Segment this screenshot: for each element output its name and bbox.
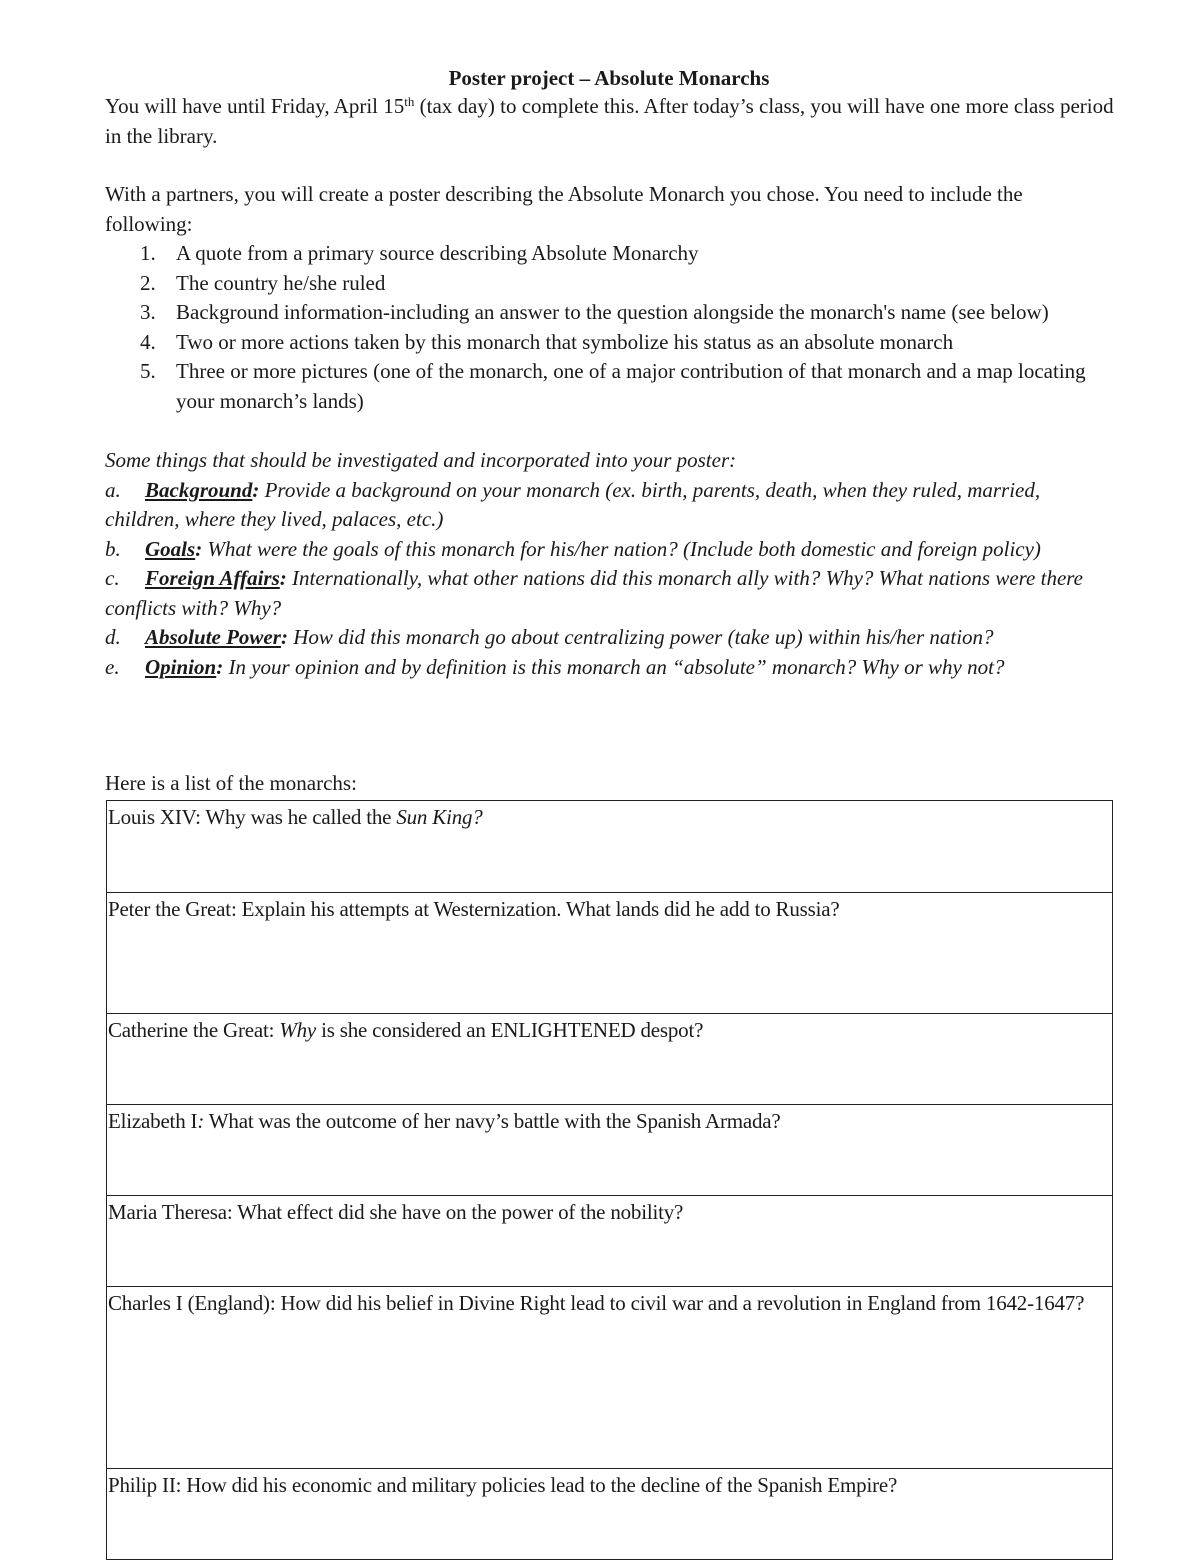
monarch-question-emphasis: Sun King? xyxy=(396,805,483,829)
item-term: Foreign Affairs xyxy=(145,566,280,590)
table-row xyxy=(107,1014,1113,1105)
intro-paragraph xyxy=(105,92,1115,151)
monarch-cell xyxy=(107,1287,1113,1469)
assignment-paragraph: With a partners, you will create a poster describing the Absolute Monarch you chose. You need to include the following: xyxy=(105,182,1023,236)
investigation-item xyxy=(105,535,1115,565)
investigation-item xyxy=(105,623,1115,653)
requirement-item xyxy=(105,357,1115,416)
monarch-name: Elizabeth I xyxy=(108,1109,198,1133)
monarch-name: Peter the Great xyxy=(108,897,231,921)
item-separator: : xyxy=(216,654,224,679)
monarch-question: : xyxy=(268,1018,280,1042)
table-row xyxy=(107,1287,1113,1469)
investigation-section xyxy=(105,446,1115,682)
item-text: Internationally, what other nations did this monarch ally with? Why? What nations were there conflicts with? Why? xyxy=(105,566,1083,620)
investigation-item xyxy=(105,653,1115,683)
monarch-question: : Why was he called the xyxy=(195,805,397,829)
monarch-question-rest: is she considered an ENLIGHTENED despot? xyxy=(316,1018,704,1042)
requirements-list xyxy=(105,239,1115,416)
item-separator: : xyxy=(252,477,260,502)
item-text: Provide a background on your monarch (ex. birth, parents, death, when they ruled, married, children, where they lived, palaces, etc.) xyxy=(105,477,1041,531)
item-letter: b. xyxy=(105,536,121,561)
item-text: In your opinion and by definition is this monarch an “absolute” monarch? Why or why not? xyxy=(223,654,1005,679)
item-term: Background xyxy=(145,477,253,502)
monarch-list-intro: Here is a list of the monarchs: xyxy=(105,771,357,795)
requirement-number: 1. xyxy=(140,241,156,265)
table-row xyxy=(107,1469,1113,1560)
requirement-text: Three or more pictures (one of the monarch, one of a major contribution of that monarch and a map locating your monarch’s lands) xyxy=(176,359,1086,413)
item-letter: c. xyxy=(105,566,120,590)
item-text: What were the goals of this monarch for his/her nation? (Include both domestic and foreign policy) xyxy=(202,536,1041,561)
requirement-number: 5. xyxy=(140,359,156,383)
table-row xyxy=(107,801,1113,893)
requirement-item xyxy=(105,298,1115,328)
table-row xyxy=(107,1105,1113,1196)
intro-text: You will have until Friday, April 15 xyxy=(105,94,405,118)
monarch-name: Catherine the Great xyxy=(108,1018,269,1042)
monarch-question: : How did his belief in Divine Right lead to civil war and a revolution in England from 1642-1647? xyxy=(269,1291,1085,1315)
monarch-cell xyxy=(107,893,1113,1014)
requirement-number: 3. xyxy=(140,300,156,324)
monarch-question-rest: What was the outcome of her navy’s battle with the Spanish Armada? xyxy=(204,1109,781,1133)
intro-text-continued: (tax day) to complete this. After today’s class, you will have one more class period in the library. xyxy=(105,94,1114,148)
requirement-item xyxy=(105,328,1115,358)
monarch-name: Charles I (England) xyxy=(108,1291,270,1315)
item-term: Goals xyxy=(145,536,196,561)
table-row xyxy=(107,893,1113,1014)
monarch-question-emphasis: : xyxy=(197,1109,205,1133)
item-term: Absolute Power xyxy=(145,625,281,649)
table-row xyxy=(107,1196,1113,1287)
requirement-text: A quote from a primary source describing Absolute Monarchy xyxy=(176,241,699,265)
monarch-question: : Explain his attempts at Westernization. What lands did he add to Russia? xyxy=(230,897,840,921)
document-title: Poster project – Absolute Monarchs xyxy=(448,66,770,90)
requirement-text: Background information-including an answer to the question alongside the monarch's name (see below) xyxy=(176,300,1049,324)
monarch-name: Louis XIV xyxy=(108,805,196,829)
monarch-question: : How did his economic and military policies lead to the decline of the Spanish Empire? xyxy=(175,1473,898,1497)
requirement-number: 4. xyxy=(140,329,156,354)
monarch-name: Maria Theresa xyxy=(108,1200,227,1224)
monarch-cell xyxy=(107,801,1113,893)
item-letter: d. xyxy=(105,625,121,649)
monarch-name: Philip II xyxy=(108,1473,176,1497)
investigation-item xyxy=(105,564,1115,623)
requirement-number: 2. xyxy=(140,270,156,295)
item-term: Opinion xyxy=(145,654,217,679)
monarch-cell xyxy=(107,1105,1113,1196)
investigation-item xyxy=(105,476,1115,535)
ordinal-suffix: th xyxy=(404,94,415,109)
investigation-heading: Some things that should be investigated and incorporated into your poster: xyxy=(105,448,737,472)
monarch-table xyxy=(106,800,1113,1560)
item-separator: : xyxy=(279,566,287,590)
monarch-question-emphasis: Why xyxy=(279,1018,317,1042)
requirement-text: The country he/she ruled xyxy=(176,270,386,295)
requirement-text: Two or more actions taken by this monarch that symbolize his status as an absolute monarch xyxy=(176,329,954,354)
monarch-cell xyxy=(107,1014,1113,1105)
item-text: How did this monarch go about centralizing power (take up) within his/her nation? xyxy=(287,625,994,649)
item-letter: a. xyxy=(105,477,121,502)
item-separator: : xyxy=(195,536,203,561)
monarch-question: : What effect did she have on the power of the nobility? xyxy=(226,1200,684,1224)
item-separator: : xyxy=(280,625,288,649)
monarch-cell xyxy=(107,1469,1113,1560)
monarch-cell xyxy=(107,1196,1113,1287)
item-letter: e. xyxy=(105,654,120,679)
requirement-item xyxy=(105,239,1115,269)
requirement-item xyxy=(105,269,1115,299)
